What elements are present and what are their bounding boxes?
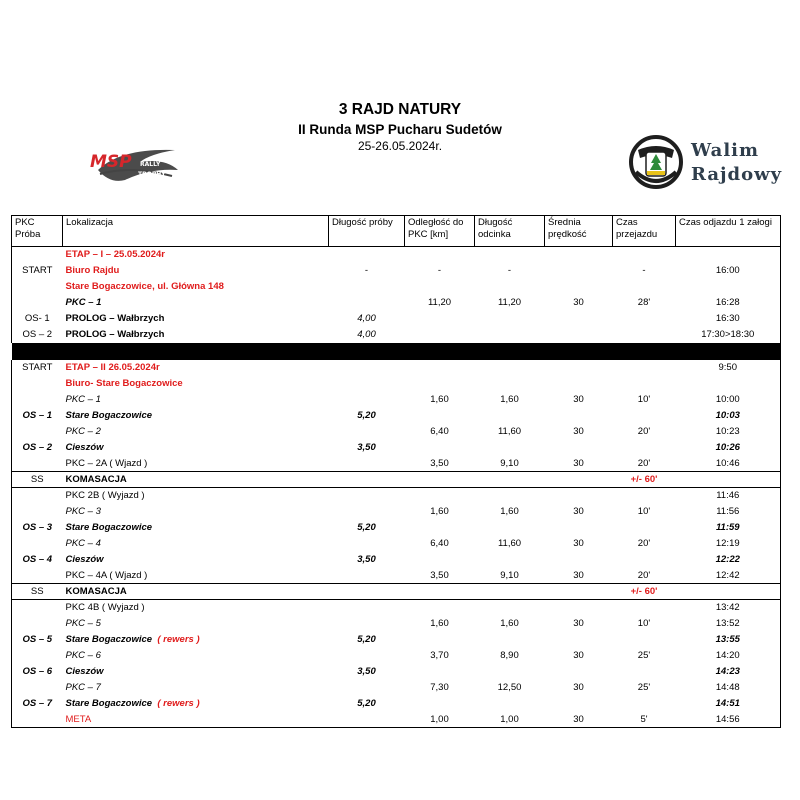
row-dlugosc-odcinka xyxy=(475,600,545,616)
row-srednia xyxy=(545,440,613,456)
row-code: OS – 7 xyxy=(12,696,63,712)
row-dlugosc-proby xyxy=(329,360,405,376)
row-czas-odjazdu: 14:48 xyxy=(676,680,781,696)
row-dlugosc-odcinka: 1,60 xyxy=(500,618,519,629)
row-czas-odjazdu: 13:42 xyxy=(676,600,781,616)
msp-rally-trophy-logo xyxy=(80,140,185,190)
row-srednia xyxy=(545,279,613,295)
row-srednia: 30 xyxy=(573,506,584,517)
row-odleglosc xyxy=(405,311,475,327)
row-dlugosc-odcinka xyxy=(475,472,545,488)
row-odleglosc xyxy=(405,664,475,680)
row-odleglosc xyxy=(405,632,475,648)
steering-wheel-icon xyxy=(628,134,688,190)
row-odleglosc xyxy=(405,520,475,536)
day1-rows xyxy=(12,247,781,343)
row-czas-odjazdu xyxy=(676,584,781,600)
row-dlugosc-odcinka xyxy=(475,376,545,392)
row-location: ETAP – II 26.05.2024r xyxy=(65,362,160,373)
row-odleglosc xyxy=(405,247,475,263)
row-dlugosc-proby xyxy=(329,392,405,408)
row-code: OS – 3 xyxy=(12,520,63,536)
row-odleglosc xyxy=(405,600,475,616)
row-czas-odjazdu xyxy=(676,279,781,295)
row-srednia: 30 xyxy=(573,682,584,693)
row-czas-odjazdu: 16:00 xyxy=(676,263,781,279)
row-code xyxy=(12,568,63,584)
row-odleglosc xyxy=(405,472,475,488)
row-dlugosc-odcinka xyxy=(475,696,545,712)
row-dlugosc-odcinka: 8,90 xyxy=(500,650,519,661)
schedule-row xyxy=(12,376,781,392)
rally-subtitle: II Runda MSP Pucharu Sudetów xyxy=(298,122,502,137)
svg-text:TROPHY: TROPHY xyxy=(138,171,166,178)
row-odleglosc: 3,50 xyxy=(430,457,449,469)
row-dlugosc-odcinka: 1,60 xyxy=(500,394,519,405)
schedule-row xyxy=(12,680,781,696)
row-czas-odjazdu: 12:42 xyxy=(676,568,781,584)
row-czas-odjazdu: 9:50 xyxy=(676,360,781,376)
row-code xyxy=(12,600,63,616)
row-location: PROLOG – Wałbrzych xyxy=(65,313,165,324)
row-dlugosc-proby: 3,50 xyxy=(357,442,376,453)
row-odleglosc xyxy=(405,279,475,295)
day-separator xyxy=(12,343,781,360)
row-dlugosc-proby xyxy=(329,376,405,392)
schedule-row xyxy=(12,536,781,552)
row-dlugosc-proby xyxy=(329,424,405,440)
row-srednia: 30 xyxy=(573,426,584,437)
row-srednia xyxy=(545,488,613,504)
schedule-row xyxy=(12,584,781,600)
row-odleglosc: 3,70 xyxy=(430,650,449,661)
row-czas-odjazdu: 14:20 xyxy=(676,648,781,664)
schedule-row xyxy=(12,392,781,408)
row-czas-przejazdu xyxy=(613,279,676,295)
row-czas-przejazdu xyxy=(613,327,676,343)
row-czas-odjazdu: 14:56 xyxy=(676,712,781,728)
row-czas-przejazdu: 25' xyxy=(637,682,651,693)
row-dlugosc-odcinka: 1,00 xyxy=(475,712,545,728)
schedule-row xyxy=(12,295,781,311)
schedule-row xyxy=(12,552,781,568)
row-czas-odjazdu: 11:46 xyxy=(676,488,781,504)
row-location: ETAP – I – 25.05.2024r xyxy=(65,249,165,261)
row-dlugosc-odcinka xyxy=(475,632,545,648)
schedule-row xyxy=(12,632,781,648)
row-dlugosc-odcinka xyxy=(475,408,545,424)
row-dlugosc-odcinka: 12,50 xyxy=(497,682,522,693)
row-location: Cieszów xyxy=(65,442,104,453)
schedule-row xyxy=(12,408,781,424)
schedule-row xyxy=(12,504,781,520)
row-location: PKC – 3 xyxy=(65,506,101,517)
row-code xyxy=(12,504,63,520)
row-location: PKC – 2A ( Wjazd ) xyxy=(65,457,148,469)
row-location: Biuro- Stare Bogaczowice xyxy=(65,378,183,389)
row-odleglosc xyxy=(405,584,475,600)
row-czas-przejazdu: 20' xyxy=(637,457,651,469)
rally-title: 3 RAJD NATURY xyxy=(338,101,462,118)
row-czas-odjazdu: 10:03 xyxy=(676,408,781,424)
row-dlugosc-proby: - xyxy=(364,265,369,276)
row-czas-odjazdu xyxy=(676,376,781,392)
row-czas-odjazdu: 13:55 xyxy=(676,632,781,648)
row-czas-przejazdu xyxy=(613,664,676,680)
row-czas-przejazdu xyxy=(613,696,676,712)
header-row xyxy=(12,216,781,247)
row-czas-przejazdu xyxy=(613,488,676,504)
row-location: Stare Bogaczowice xyxy=(65,522,153,533)
row-odleglosc: 11,20 xyxy=(427,297,452,308)
row-code: OS – 2 xyxy=(12,440,63,456)
row-czas-odjazdu: 10:00 xyxy=(676,392,781,408)
row-location: PKC – 4A ( Wjazd ) xyxy=(65,569,148,581)
row-code xyxy=(12,648,63,664)
col-srednia: Średnia prędkość xyxy=(545,216,613,247)
row-czas-przejazdu: 10' xyxy=(637,506,651,517)
row-czas-przejazdu xyxy=(613,440,676,456)
row-odleglosc: 6,40 xyxy=(430,538,449,549)
col-czas-odjazdu: Czas odjazdu 1 załogi xyxy=(676,216,781,247)
row-odleglosc: 1,00 xyxy=(405,712,475,728)
row-dlugosc-proby xyxy=(329,456,405,472)
row-czas-przejazdu: 10' xyxy=(637,394,651,405)
row-location: PKC 2B ( Wyjazd ) xyxy=(65,490,145,502)
row-dlugosc-proby: 4,00 xyxy=(357,313,376,324)
row-dlugosc-odcinka: 11,60 xyxy=(497,538,522,549)
row-czas-przejazdu xyxy=(613,247,676,263)
row-czas-przejazdu: +/- 60' xyxy=(613,472,676,488)
row-code xyxy=(12,247,63,263)
row-odleglosc xyxy=(405,696,475,712)
rewers-note: ( rewers ) xyxy=(152,698,200,709)
walim-rajdowy-logo xyxy=(628,134,783,190)
row-dlugosc-proby xyxy=(329,488,405,504)
row-dlugosc-odcinka: 9,10 xyxy=(500,457,519,469)
row-code xyxy=(12,424,63,440)
row-srednia: 30 xyxy=(573,297,584,308)
schedule-row xyxy=(12,520,781,536)
row-czas-przejazdu xyxy=(613,376,676,392)
schedule-row xyxy=(12,247,781,263)
row-dlugosc-odcinka xyxy=(475,279,545,295)
row-czas-przejazdu: 25' xyxy=(637,650,651,661)
row-czas-odjazdu: 16:30 xyxy=(676,311,781,327)
col-pkc: PKC Próba xyxy=(12,216,63,247)
row-location: Cieszów xyxy=(65,666,104,677)
row-dlugosc-odcinka xyxy=(475,664,545,680)
row-czas-odjazdu: 10:46 xyxy=(676,456,781,472)
row-dlugosc-odcinka xyxy=(475,520,545,536)
row-dlugosc-proby xyxy=(329,712,405,728)
row-location: PKC – 2 xyxy=(65,426,101,437)
row-code: OS- 1 xyxy=(12,311,63,327)
row-dlugosc-proby: 5,20 xyxy=(357,410,376,421)
row-code: OS – 2 xyxy=(12,327,63,343)
col-dlugosc-proby: Długość próby xyxy=(329,216,405,247)
row-czas-przejazdu xyxy=(613,552,676,568)
schedule-row xyxy=(12,616,781,632)
row-czas-przejazdu xyxy=(613,632,676,648)
schedule-row xyxy=(12,424,781,440)
row-dlugosc-proby xyxy=(329,504,405,520)
row-dlugosc-proby: 5,20 xyxy=(357,522,376,533)
row-odleglosc: - xyxy=(437,265,442,276)
schedule-row xyxy=(12,360,781,376)
row-code: START xyxy=(12,263,63,279)
row-srednia: 30 xyxy=(573,457,584,469)
schedule-row xyxy=(12,440,781,456)
row-location: KOMASACJA xyxy=(63,584,329,600)
row-odleglosc xyxy=(405,327,475,343)
col-czas-przejazdu: Czas przejazdu xyxy=(613,216,676,247)
row-odleglosc xyxy=(405,408,475,424)
row-srednia xyxy=(545,520,613,536)
row-location: PKC – 4 xyxy=(65,538,101,549)
schedule-row xyxy=(12,263,781,279)
row-odleglosc: 3,50 xyxy=(430,569,449,581)
row-location: META xyxy=(63,712,329,728)
row-srednia xyxy=(545,472,613,488)
row-location: KOMASACJA xyxy=(63,472,329,488)
row-czas-odjazdu: 12:22 xyxy=(676,552,781,568)
row-code xyxy=(12,536,63,552)
svg-text:RALLY: RALLY xyxy=(140,161,161,168)
schedule-row xyxy=(12,696,781,712)
row-dlugosc-odcinka: 11,20 xyxy=(497,297,522,308)
row-code: SS xyxy=(12,472,63,488)
row-location: Stare Bogaczowice, ul. Główna 148 xyxy=(65,281,224,292)
schedule-row xyxy=(12,488,781,504)
row-dlugosc-proby: 3,50 xyxy=(357,666,376,677)
row-dlugosc-proby xyxy=(329,680,405,696)
row-srednia xyxy=(545,664,613,680)
row-code xyxy=(12,376,63,392)
row-srednia xyxy=(545,247,613,263)
row-odleglosc xyxy=(405,360,475,376)
schedule-row xyxy=(12,456,781,472)
row-dlugosc-odcinka xyxy=(475,360,545,376)
row-srednia xyxy=(545,327,613,343)
row-czas-przejazdu xyxy=(613,408,676,424)
row-odleglosc: 1,60 xyxy=(430,506,449,517)
row-odleglosc xyxy=(405,376,475,392)
row-code xyxy=(12,680,63,696)
row-dlugosc-proby xyxy=(329,568,405,584)
row-odleglosc xyxy=(405,488,475,504)
schedule-row xyxy=(12,472,781,488)
row-czas-odjazdu: 11:59 xyxy=(676,520,781,536)
row-srednia xyxy=(545,552,613,568)
row-czas-przejazdu: 10' xyxy=(637,618,651,629)
col-lokalizacja: Lokalizacja xyxy=(63,216,329,247)
row-czas-odjazdu: 14:23 xyxy=(676,664,781,680)
row-code xyxy=(12,279,63,295)
row-czas-odjazdu: 16:28 xyxy=(676,295,781,311)
row-odleglosc: 7,30 xyxy=(430,682,449,693)
row-location: PROLOG – Wałbrzych xyxy=(65,329,165,340)
row-czas-przejazdu: - xyxy=(642,265,646,276)
row-location: Stare Bogaczowice ( rewers ) xyxy=(65,698,200,709)
row-czas-przejazdu xyxy=(613,360,676,376)
walim-text: Walim xyxy=(691,140,760,161)
row-odleglosc: 6,40 xyxy=(430,426,449,437)
row-czas-przejazdu: +/- 60' xyxy=(613,584,676,600)
row-srednia xyxy=(545,632,613,648)
row-dlugosc-odcinka: - xyxy=(507,265,512,276)
rajdowy-text: Rajdowy xyxy=(691,164,783,185)
row-odleglosc xyxy=(405,552,475,568)
row-dlugosc-proby xyxy=(329,648,405,664)
row-code: OS – 6 xyxy=(12,664,63,680)
row-code xyxy=(12,712,63,728)
row-czas-odjazdu: 10:23 xyxy=(676,424,781,440)
row-dlugosc-odcinka xyxy=(475,440,545,456)
row-srednia xyxy=(545,696,613,712)
row-czas-odjazdu: 11:56 xyxy=(676,504,781,520)
row-dlugosc-proby: 5,20 xyxy=(357,698,376,709)
schedule-row xyxy=(12,568,781,584)
row-location: Stare Bogaczowice xyxy=(65,410,153,421)
row-czas-odjazdu xyxy=(676,247,781,263)
row-location: Biuro Rajdu xyxy=(65,265,120,276)
row-dlugosc-odcinka xyxy=(475,552,545,568)
svg-text:MSP: MSP xyxy=(90,152,132,172)
rally-dates: 25-26.05.2024r. xyxy=(357,139,443,153)
row-dlugosc-proby: 4,00 xyxy=(357,329,376,340)
row-location: Cieszów xyxy=(65,554,104,565)
row-location: PKC – 7 xyxy=(65,682,101,693)
row-dlugosc-odcinka: 9,10 xyxy=(500,569,519,581)
row-czas-przejazdu: 20' xyxy=(637,426,651,437)
row-srednia xyxy=(545,408,613,424)
row-odleglosc xyxy=(405,440,475,456)
row-czas-przejazdu: 20' xyxy=(637,538,651,549)
row-location: PKC – 5 xyxy=(65,618,101,629)
row-czas-przejazdu: 28' xyxy=(637,297,651,308)
row-code xyxy=(12,488,63,504)
row-dlugosc-odcinka: 1,60 xyxy=(500,506,519,517)
row-dlugosc-proby xyxy=(329,616,405,632)
row-czas-odjazdu: 17:30>18:30 xyxy=(676,327,781,343)
row-dlugosc-proby: 5,20 xyxy=(357,634,376,645)
row-code: OS – 4 xyxy=(12,552,63,568)
rewers-note: ( rewers ) xyxy=(152,634,200,645)
row-srednia: 30 xyxy=(573,650,584,661)
row-srednia: 30 xyxy=(573,538,584,549)
row-dlugosc-odcinka xyxy=(475,327,545,343)
row-srednia xyxy=(545,360,613,376)
row-code: SS xyxy=(12,584,63,600)
row-code xyxy=(12,616,63,632)
row-srednia xyxy=(545,311,613,327)
row-srednia: 30 xyxy=(573,394,584,405)
row-srednia: 30 xyxy=(573,569,584,581)
row-location: Stare Bogaczowice ( rewers ) xyxy=(65,634,200,645)
row-code: OS – 1 xyxy=(12,408,63,424)
row-czas-odjazdu xyxy=(676,472,781,488)
row-czas-przejazdu xyxy=(613,311,676,327)
row-dlugosc-proby xyxy=(329,247,405,263)
row-srednia xyxy=(545,600,613,616)
row-code xyxy=(12,392,63,408)
schedule-row xyxy=(12,600,781,616)
row-dlugosc-proby xyxy=(329,536,405,552)
row-srednia: 30 xyxy=(573,618,584,629)
row-dlugosc-odcinka: 11,60 xyxy=(497,426,522,437)
row-srednia xyxy=(545,584,613,600)
row-odleglosc: 1,60 xyxy=(430,394,449,405)
row-location: PKC 4B ( Wyjazd ) xyxy=(65,602,145,614)
row-location: PKC – 6 xyxy=(65,650,101,661)
row-location: PKC – 1 xyxy=(65,394,101,405)
row-czas-przejazdu: 5' xyxy=(613,712,676,728)
row-czas-przejazdu xyxy=(613,520,676,536)
row-location: PKC – 1 xyxy=(65,297,102,308)
row-dlugosc-odcinka xyxy=(475,584,545,600)
row-srednia: 30 xyxy=(545,712,613,728)
schedule-row xyxy=(12,327,781,343)
day2-rows xyxy=(12,360,781,728)
schedule-row xyxy=(12,712,781,728)
schedule-row xyxy=(12,279,781,295)
row-dlugosc-proby xyxy=(329,600,405,616)
row-code xyxy=(12,295,63,311)
row-dlugosc-proby xyxy=(329,279,405,295)
row-srednia xyxy=(545,263,613,279)
row-dlugosc-odcinka xyxy=(475,488,545,504)
rally-schedule-table xyxy=(11,215,780,728)
schedule-row xyxy=(12,648,781,664)
row-dlugosc-proby xyxy=(329,584,405,600)
row-czas-odjazdu: 10:26 xyxy=(676,440,781,456)
row-czas-przejazdu: 20' xyxy=(637,569,651,581)
row-code xyxy=(12,456,63,472)
row-dlugosc-odcinka xyxy=(475,247,545,263)
row-czas-odjazdu: 13:52 xyxy=(676,616,781,632)
row-srednia xyxy=(545,376,613,392)
row-czas-odjazdu: 12:19 xyxy=(676,536,781,552)
col-odleglosc: Odległość do PKC [km] xyxy=(405,216,475,247)
row-code: START xyxy=(12,360,63,376)
col-dlugosc-odcinka: Długość odcinka xyxy=(475,216,545,247)
row-dlugosc-odcinka xyxy=(475,311,545,327)
black-separator-bar xyxy=(12,343,781,360)
row-code: OS – 5 xyxy=(12,632,63,648)
row-czas-przejazdu xyxy=(613,600,676,616)
schedule-row xyxy=(12,311,781,327)
row-odleglosc: 1,60 xyxy=(430,618,449,629)
row-dlugosc-proby xyxy=(329,472,405,488)
row-dlugosc-proby: 3,50 xyxy=(357,554,376,565)
row-dlugosc-proby xyxy=(329,295,405,311)
row-czas-odjazdu: 14:51 xyxy=(676,696,781,712)
schedule-row xyxy=(12,664,781,680)
